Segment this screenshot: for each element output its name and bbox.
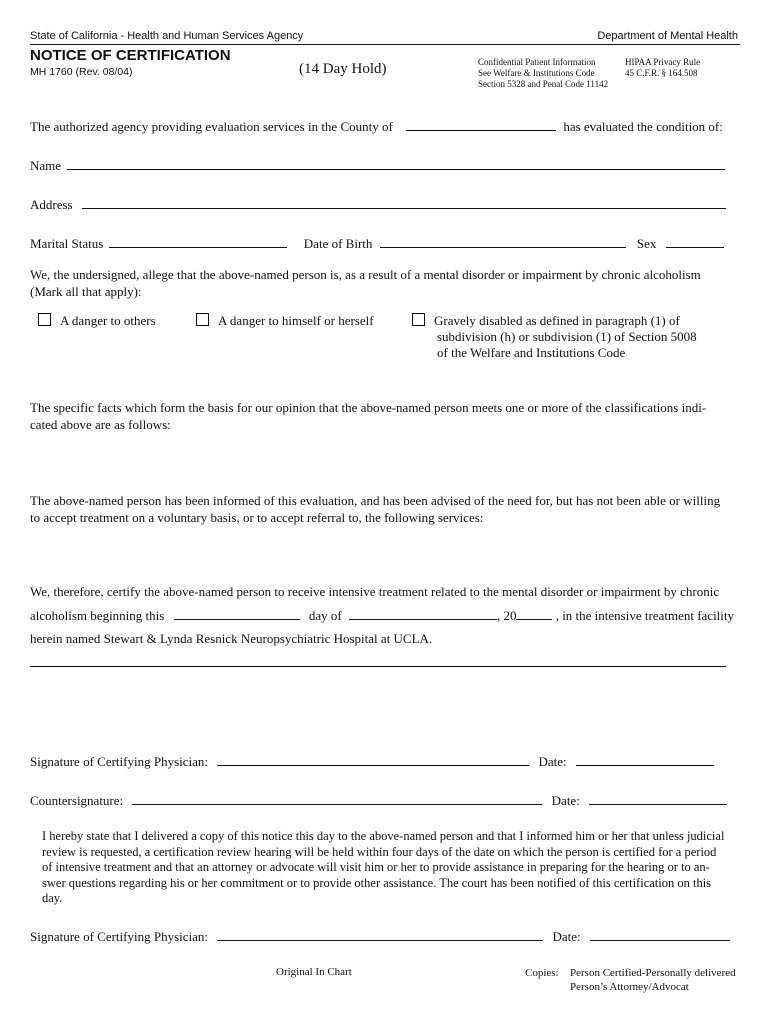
certify-text: alcoholism beginning this [30,608,165,623]
physician-signature-field[interactable] [217,753,529,766]
county-field[interactable] [406,118,556,131]
dob-field[interactable] [380,235,626,248]
hold-label: (14 Day Hold) [299,61,387,77]
name-row [30,157,725,174]
county-lead-text: The authorized agency providing evaluation services in the County of [30,119,393,134]
checkbox-label: A danger to himself or herself [218,313,374,328]
allegation-line: (Mark all that apply): [30,284,142,299]
marital-status-label: Marital Status [30,236,104,251]
allegation-line: We, the undersigned, allege that the above-named person is, as a result of a mental disorder or impairment by chronic alcoholism [30,267,701,282]
dob-label: Date of Birth [303,236,373,251]
statement-line: day. [42,891,63,906]
marital-status-field[interactable] [109,235,287,248]
certify-year-field[interactable] [516,607,552,620]
confidential-line: Confidential Patient Information [478,57,596,67]
copies-item: Person’s Attorney/Advocat [570,981,689,993]
county-tail-text: has evaluated the condition of: [563,119,723,134]
copies-block [525,966,736,993]
date-label: Date: [538,754,567,769]
statement-line: of intensive treatment and that an attorney or advocate will visit him or her to provide assistance in preparing for the hearing or to an- [42,860,710,875]
hipaa-notice [625,57,700,79]
sex-label: Sex [636,236,657,251]
physician-signature-label: Signature of Certifying Physician: [30,929,209,944]
sex-field[interactable] [666,235,724,248]
statement-line: review is requested, a certification review hearing will be held within four days of the date on which the person is certified for a period [42,844,717,859]
hipaa-line: HIPAA Privacy Rule [625,57,701,67]
form-title: NOTICE OF CERTIFICATION [30,47,231,64]
address-row [30,196,726,213]
county-row [30,118,723,135]
checkbox-danger-others[interactable] [38,313,156,329]
name-label: Name [30,158,62,173]
confidential-line: See Welfare & Institutions Code [478,68,595,78]
statement-line: swer questions regarding his or her commitment or to provide other assistance. The court has been notified of this certification on this [42,875,712,890]
facts-text [30,399,706,433]
confidential-line: Section 5328 and Penal Code 11142 [478,79,609,89]
checkbox-label: of the Welfare and Institutions Code [437,345,626,360]
copies-item: Person Certified-Personally delivered [570,967,736,979]
certify-line-2 [30,607,734,624]
physician-date-field[interactable] [576,753,714,766]
physician-signature-label: Signature of Certifying Physician: [30,754,209,769]
countersignature-date-field[interactable] [589,792,727,805]
original-in-chart: Original In Chart [276,966,352,978]
copies-list [570,966,736,994]
date-label: Date: [551,793,580,808]
checkbox-icon[interactable] [412,313,425,326]
facility-rule [30,666,726,667]
form-number: MH 1760 (Rev. 08/04) [30,66,133,78]
final-signature-row [30,928,730,945]
certify-line-1: We, therefore, certify the above-named person to receive intensive treatment related to the mental disorder or impairment by chronic [30,584,720,599]
certify-day-field[interactable] [174,607,300,620]
checkbox-icon[interactable] [196,313,209,326]
department-name: Department of Mental Health [597,30,738,42]
certify-month-field[interactable] [349,607,497,620]
countersignature-field[interactable] [132,792,542,805]
name-field[interactable] [67,157,725,170]
address-field[interactable] [82,196,726,209]
certify-text: , in the intensive treatment facility [555,608,735,623]
checkbox-icon[interactable] [38,313,51,326]
address-label: Address [30,197,73,212]
allegation-text [30,266,701,300]
certify-line-3: herein named Stewart & Lynda Resnick Neuropsychiatric Hospital at UCLA. [30,631,433,646]
countersignature-row [30,792,727,809]
copies-label: Copies: [525,967,559,979]
certify-text: , 20 [496,608,517,623]
checkbox-danger-self[interactable] [196,313,374,329]
date-label: Date: [552,929,581,944]
countersignature-label: Countersignature: [30,793,124,808]
final-signature-field[interactable] [217,928,543,941]
hipaa-line: 45 C.F.R. § 164.508 [625,68,698,78]
final-date-field[interactable] [590,928,730,941]
confidential-notice [478,57,608,90]
checkbox-gravely-disabled[interactable] [412,313,697,361]
certify-text: day of [308,608,342,623]
header-rule [30,44,740,45]
informed-line: to accept treatment on a voluntary basis, or to accept referral to, the following services: [30,510,484,525]
checkbox-label: subdivision (h) or subdivision (1) of Section 5008 [437,329,697,344]
checkbox-label: A danger to others [60,313,156,328]
informed-line: The above-named person has been informed of this evaluation, and has been advised of the need for, but has not been able or willing [30,493,721,508]
marital-dob-sex-row [30,235,724,252]
statement-line: I hereby state that I delivered a copy of this notice this day to the above-named person and that I informed him or her that unless judicial [42,829,725,843]
agency-name: State of California - Health and Human Services Agency [30,30,304,42]
checkbox-label: Gravely disabled as defined in paragraph (1) of [434,313,680,328]
physician-signature-row [30,753,714,770]
facts-line: The specific facts which form the basis for our opinion that the above-named person meets one or more of the classifications indi- [30,400,707,415]
delivery-statement [42,829,724,907]
informed-text [30,492,720,526]
facts-line: cated above are as follows: [30,417,171,432]
